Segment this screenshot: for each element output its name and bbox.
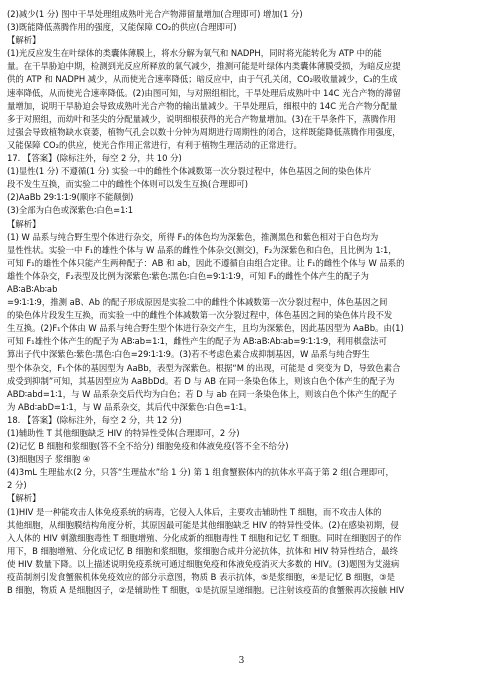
- text-line: 成受到抑制”可知，其基因型应为 AaBbDd。若 D 与 AB 在同一条染色体上，则该白色个体产生的配子为: [7, 375, 395, 386]
- text-line: 用下，B 细胞增殖、分化成记忆 B 细胞和浆细胞，浆细胞合成并分泌抗体，抗体和 HIV 特异性结合，最终: [7, 545, 399, 556]
- section-heading: 【解析】: [7, 493, 41, 504]
- text-line: (1)光反应发生在叶绿体的类囊体薄膜上，将水分解为氧气和 NADPH，同时将光能转化为 ATP 中的能: [7, 48, 382, 59]
- text-line: 生互换。(2)F₁个体由 W 品系与纯合野生型个体进行杂交产生，且均为深紫色，因此基因型为 AaBb。由(1): [7, 323, 404, 334]
- text-line: 多于对照组，而幼叶和茎尖的分配量减少，说明细根获得的光合产物量增加。(3)在干旱条件下，蒸腾作用: [7, 113, 396, 124]
- text-line: (1)HIV 是一种能攻击人体免疫系统的病毒，它侵入人体后，主要攻击辅助性 T 细胞，而不攻击人体的: [7, 506, 382, 517]
- text-line: (2)AaBb 29∶1∶1∶9(顺序不能颠倒): [7, 192, 134, 203]
- text-line: 为 ABd∶abD=1∶1，与 W 品系杂交，其后代中深紫色∶白色=1∶1。: [7, 401, 252, 412]
- text-line: 量增加，说明干旱胁迫会导致成熟叶光合产物的输出量减少。干旱处理后，细根中的 14C 光合产物分配量: [7, 100, 398, 111]
- text-line: 疫苗制剂引发食蟹猴机体免疫效应的部分示意图，物质 B 表示抗体，⑤是浆细胞，④是记忆 B 细胞，③是: [7, 572, 396, 583]
- text-line: B 细胞，物质 A 是细胞因子，②是辅助性 T 细胞，①是抗原呈递细胞。已注射该疫苗的食蟹猴再次接触 HIV: [7, 585, 405, 596]
- text-line: 的染色体片段发生互换，而实验一中的雌性个体减数第一次分裂过程中，体色基因之间的染色体片段不发: [7, 310, 393, 321]
- text-line: 算出子代中深紫色∶紫色∶黑色∶白色=29∶1∶1∶9。(3)若不考虑色素合成抑制基因，W 品系与纯合野生: [7, 349, 370, 360]
- text-line: 使 HIV 数量下降。以上描述说明免疫系统可通过细胞免疫和体液免疫消灭大多数的 HIV。(3)题图为艾滋病: [7, 558, 400, 569]
- text-line: 速率降低，从而使光合速率降低。(2)由图可知，与对照组相比，干旱处理后成熟叶中 14C 光合产物的滞留: [7, 87, 401, 98]
- text-line: (4)3mL 生理盐水(2 分，只答“生理盐水”给 1 分) 第 1 组食蟹猴体内的抗体水平高于第 2 组(合理即可，: [7, 467, 394, 478]
- text-line: 可知 F₁的雄性个体只能产生两种配子：AB 和 ab，因此不遵循自由组合定律。让 F₁的雌性个体与 W 品系的: [7, 257, 405, 268]
- text-line: (1) W 品系与纯合野生型个体进行杂交，所得 F₁的体色均为深紫色，推测黑色和紫色相对于白色均为: [7, 231, 379, 242]
- section-heading: 【解析】: [7, 218, 41, 229]
- text-line: 量。在干旱胁迫中期，检测到光反应所释放的氧气减少，推测可能是叶绿体内类囊体薄膜受损，为暗反应提: [7, 61, 401, 72]
- text-line: (1)辅助性 T 其他细胞缺乏 HIV 的特异性受体(合理即可，2 分): [7, 428, 240, 438]
- text-line: 供的 ATP 和 NADPH 减少，从而使光合速率降低；暗反应中，由于气孔关闭，CO₂吸收量减少，C₃的生成: [7, 74, 398, 85]
- text-line: 入人体的 HIV 刺激细胞毒性 T 细胞增殖、分化成新的细胞毒性 T 细胞和记忆 T 细胞。同时在细胞因子的作: [7, 532, 402, 543]
- text-line: (2)记忆 B 细胞和浆细胞(答不全不给分) 细胞免疫和体液免疫(答不全不给分): [7, 441, 289, 452]
- question-heading: 18. 【答案】(除标注外，每空 2 分，共 12 分): [7, 414, 182, 425]
- text-line: (1)显性(1 分) 不遵循(1 分) 实验一中的雌性个体减数第一次分裂过程中，体色基因之间的染色体片: [7, 166, 372, 177]
- text-line: (3)细胞因子 浆细胞 ④: [7, 454, 91, 465]
- text-line: =9∶1∶1∶9，推测 aB、Ab 的配子形成原因是实验二中的雌性个体减数第一次分裂过程中，体色基因之间: [7, 297, 388, 308]
- text-line: 又能保障 CO₂的供应，使光合作用正常进行，有利于植物生理活动的正常进行。: [7, 139, 302, 150]
- text-line: (3)既能降低蒸腾作用的强度，又能保障 CO₂的供应(合理即可): [7, 22, 237, 33]
- text-line: 显性性状。实验一中 F₁的雄性个体与 W 品系的雌性个体杂交(测交)，F₂为深紫色和白色，且比例为 1∶1，: [7, 244, 397, 255]
- text-line: (3)全部为白色或深紫色∶白色=1∶1: [7, 205, 134, 216]
- text-line: 型个体杂交，F₁个体的基因型为 AaBb，表型为深紫色。根据“M 的出现，可能是 d 突变为 D，导致色素合: [7, 362, 401, 373]
- text-line: 2 分): [7, 480, 27, 491]
- question-heading: 17. 【答案】(除标注外，每空 2 分，共 10 分): [7, 153, 182, 164]
- text-line: (2)减少(1 分) 图中干旱处理组成熟叶光合产物滞留量增加(合理即可) 增加(1 分): [7, 9, 303, 19]
- section-heading: 【解析】: [7, 35, 41, 46]
- page-body: [7, 8, 475, 597]
- text-line: AB∶aB∶Ab∶ab: [7, 283, 58, 294]
- page-number: 3: [238, 656, 245, 666]
- text-line: 过强会导致植物缺水衰萎，植物气孔会以数十分钟为周期进行周期性的闭合，这样既能降低蒸腾作用强度，: [7, 126, 401, 137]
- text-line: ABD∶abd=1∶1，与 W 品系杂交后代均为白色；若 D 与 ab 在同一条染色体上，则该白色个体产生的配子: [7, 388, 397, 399]
- text-line: 段不发生互换，而实验二中的雌性个体则可以发生互换(合理即可): [7, 179, 249, 190]
- text-line: 可知 F₁雄性个体产生的配子为 AB∶ab=1∶1，雌性产生的配子为 AB∶aB∶Ab∶ab=9∶1∶1∶9，利用棋盘法可: [7, 336, 387, 347]
- text-line: 其他细胞，从细胞膜结构角度分析，其原因最可能是其他细胞缺乏 HIV 的特异性受体。(2)在感染初期，侵: [7, 519, 399, 530]
- text-line: 雄性个体杂交，F₂表型及比例为深紫色∶紫色∶黑色∶白色=9∶1∶1∶9，可知 F₁的雌性个体产生的配子为: [7, 270, 369, 281]
